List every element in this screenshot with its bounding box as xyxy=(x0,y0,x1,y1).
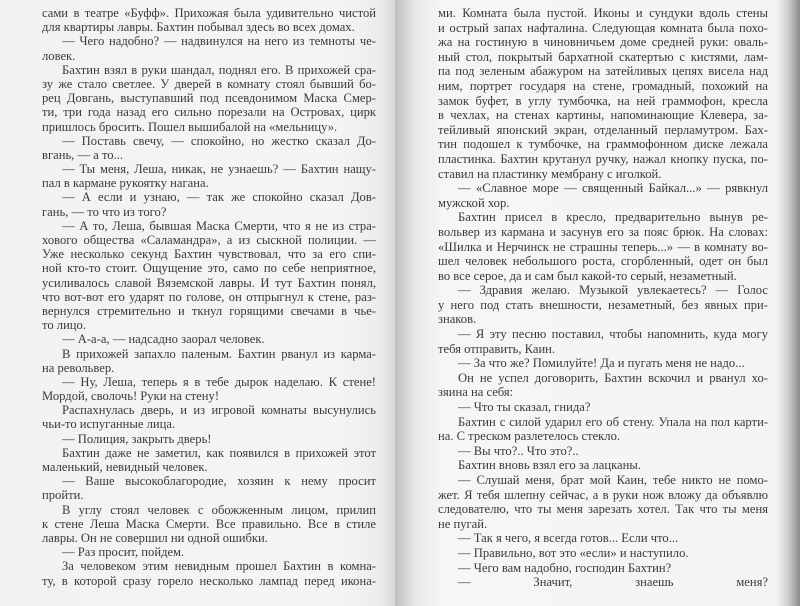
text-line: — Ты меня, Леша, никак, не узнаешь? — Бахтин нащу- xyxy=(62,162,376,177)
text-line: — За что же? Помилуйте! Да и пугать меня не надо... xyxy=(458,356,745,371)
text-line: ми. Комната была пустой. Иконы и сундуки вдоль стены xyxy=(438,6,768,20)
text-line: усиливалось славой Вяземской лавры. И тут Бахтин понял, xyxy=(42,275,376,290)
text-line: — Здравия желаю. Музыкой увлекаетесь? — Голос xyxy=(458,283,768,298)
text-line: Распахнулась дверь, и из игровой комнаты высунулись xyxy=(62,403,376,418)
text-line: жет. Я тебя шлепну сейчас, а в руки нож вложу да объявлю xyxy=(438,487,768,502)
text-line: — Слушай меня, брат мой Каин, тебе никто не помо- xyxy=(458,473,768,487)
text-line: ной кто-то стоит. Ощущение это, само по себе неприятное, xyxy=(42,261,376,276)
text-line: рец Довгань, выступавший под псевдонимом Маска Смер- xyxy=(42,91,376,106)
text-line: — Поставь свечу, — спокойно, но жестко сказал До- xyxy=(62,133,376,148)
text-line: замок буфет, в углу тумбочка, на ней граммофон, кресла xyxy=(438,93,768,108)
text-line: «Шилка и Нерчинск не страшны теперь...» — в комнату во- xyxy=(438,239,768,254)
text-line: следователю, что ты меня зарезать хотел. Так что ты меня xyxy=(438,502,768,517)
text-line: — Полиция, закрыть дверь! xyxy=(62,431,212,446)
text-line: вольвер из кармана и засунув его за пояс брюк. На словах: xyxy=(438,224,768,239)
text-line: — «Славное море — священный Байкал...» — рявкнул xyxy=(458,181,768,196)
text-line: ный стол, покрытый бархатной скатертью с кистями, лам- xyxy=(438,49,768,64)
text-line: и острый запах нафталина. Следующая комната была похо- xyxy=(438,20,768,35)
text-line: В углу стоял человек с обожженным лицом, прилип xyxy=(62,502,376,517)
text-line: жа на гостиную в чиновничьем доме средней руки: оваль- xyxy=(438,35,768,50)
text-line: на. С треском разлетелось стекло. xyxy=(438,429,621,444)
text-line: шел человек небольшого роста, сгорбленный, одет он был xyxy=(438,254,768,269)
text-line: па под зеленым абажуром на затейливых цепях висела над xyxy=(438,64,768,79)
text-line: — А-а-а, — надсадно заорал человек. xyxy=(62,332,265,347)
text-line: — Вы что?.. Что это?.. xyxy=(458,443,579,458)
text-line: — Что ты сказал, гнида? xyxy=(458,400,591,415)
text-line: ту, в которой сразу горело несколько лампад перед икона- xyxy=(42,573,376,588)
text-line: ловек. xyxy=(42,48,76,63)
text-line: пройти. xyxy=(42,488,84,503)
text-line: Мордой, сволочь! Руки на стену! xyxy=(42,389,220,404)
text-line: пал в кармане рукоятку нагана. xyxy=(42,176,209,191)
text-line: — А то, Леша, бывшая Маска Смерти, что я не из стра- xyxy=(62,218,376,233)
text-line: пришлось бросить. Пошел вышибалой на «мельницу». xyxy=(42,119,338,134)
text-line: знаков. xyxy=(438,312,477,327)
text-line: — Ваше высокоблагородие, хозяин к нему просит xyxy=(62,474,376,489)
text-line: — А если и узнаю, — так же спокойно сказал Дов- xyxy=(62,190,376,205)
text-line: к стене Леша Маска Смерти. Все правильно. Все в стиле xyxy=(42,516,376,531)
text-line: гань, — то что из того? xyxy=(42,204,167,219)
text-line: Бахтин вновь взял его за лацканы. xyxy=(458,458,641,473)
text-line: лавры. Он не совершил ни одной ошибки. xyxy=(42,530,268,545)
text-line: вернулся стремительно и ткнул горящими свечами в чье- xyxy=(42,303,376,318)
text-line: — Раз просит, пойдем. xyxy=(62,545,185,560)
right-page xyxy=(395,0,800,606)
text-line: — Значит, знаешь меня? xyxy=(458,575,768,590)
text-line: то лицо. xyxy=(42,318,86,333)
text-line: ним, портрет государя на стене, громадный, похожий на xyxy=(438,78,768,93)
text-line: Он не успел договорить, Бахтин вскочил и рванул хо- xyxy=(458,370,768,385)
text-line: маленький, невидный человек. xyxy=(42,460,208,474)
text-line: в чехлах, на стенах картины, напоминающие Клевера, за- xyxy=(438,108,768,123)
right-page-text xyxy=(438,6,768,590)
text-line: тейливый японский экран, отделанный перламутром. Бах- xyxy=(438,122,768,137)
text-line: Бахтин даже не заметил, как появился в прихожей этот xyxy=(62,445,376,460)
text-line: Бахтин с силой ударил его об стену. Упала на пол карти- xyxy=(458,414,768,429)
text-line: Бахтин взял в руки шандал, поднял его. В прихожей сра- xyxy=(62,62,376,77)
text-line: — Чего надобно? — надвинулся на него из темноты че- xyxy=(62,34,376,49)
text-line: тин подошел к тумбочке, на граммофонном диске лежала xyxy=(438,137,768,152)
left-page-text xyxy=(42,6,376,588)
text-line: В прихожей запахло паленым. Бахтин рванул из карма- xyxy=(62,346,376,361)
text-line: — Правильно, вот это «если» и наступило. xyxy=(458,545,689,560)
text-line: ти, три года назад его сильно порезали на Островах, цирк xyxy=(42,105,376,120)
text-line: хового общества «Саламандра», а из сыскной полиции. — xyxy=(42,233,376,247)
text-line: — Ну, Леша, теперь я в тебе дырок наделаю. К стене! xyxy=(62,374,376,389)
text-line: пластинка. Бахтин крутанул ручку, нажал кнопку пуска, по- xyxy=(438,151,768,166)
text-line: зяина на себя: xyxy=(438,385,514,400)
text-line: чьи-то испуганные лица. xyxy=(42,417,176,432)
text-line: Бахтин присел в кресло, предварительно вынув ре- xyxy=(458,210,768,225)
text-line: на револьвер. xyxy=(42,360,115,375)
text-line: — Я эту песню поставил, чтобы напомнить, куда могу xyxy=(458,327,768,342)
text-line: сами в театре «Буфф». Прихожая была удивительно чистой xyxy=(42,6,376,20)
text-line: зу же стало светлее. У дверей в комнату стоял бывший бо- xyxy=(42,76,376,91)
text-line: — Чего вам надобно, господин Бахтин? xyxy=(458,560,672,575)
text-line: вгань, — а то... xyxy=(42,147,124,162)
text-line: для квартиры лавры. Бахтин побывал здесь во всех домах. xyxy=(42,20,355,35)
text-line: у него под стать внешности, незаметный, без явных при- xyxy=(438,297,768,312)
text-line: ставил на пластинку мембрану с иголкой. xyxy=(438,166,662,181)
text-line: во все серое, да и сам был какой-то серый, незаметный. xyxy=(438,268,737,283)
left-page xyxy=(0,0,395,606)
text-line: что вот-вот его ударят по голове, он отпрыгнул к стене, раз- xyxy=(42,289,376,304)
text-line: не пугай. xyxy=(438,516,488,531)
text-line: тебя отправить, Каин. xyxy=(438,341,556,356)
text-line: — Так я чего, я всегда готов... Если что... xyxy=(458,531,679,546)
text-line: За человеком этим невидным прошел Бахтин в комна- xyxy=(62,559,376,574)
text-line: Уже несколько секунд Бахтин чувствовал, что за его спи- xyxy=(42,247,376,262)
text-line: мужской хор. xyxy=(438,195,510,210)
